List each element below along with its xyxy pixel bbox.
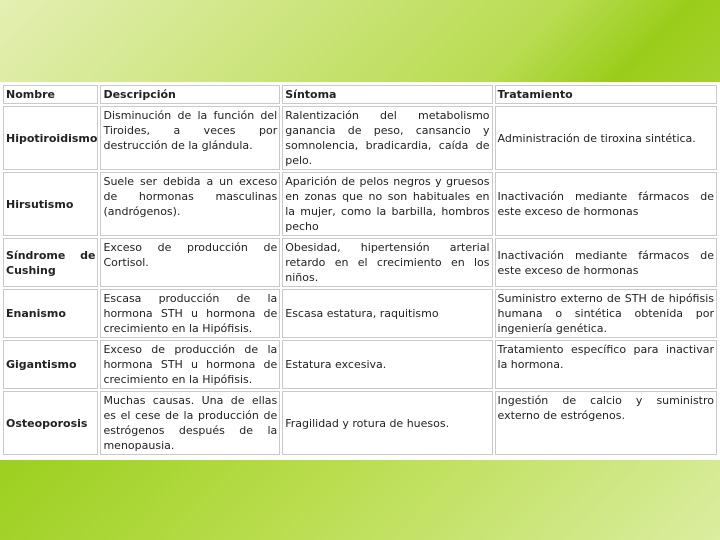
cell-descripcion: Escasa producción de la hormona STH u hormona de crecimiento en la Hipófisis. — [100, 289, 280, 338]
endocrine-disorders-table — [1, 83, 719, 457]
cell-nombre: Osteoporosis — [3, 391, 98, 455]
cell-descripcion: Muchas causas. Una de ellas es el cese de la producción de estrógenos después de la menopausia. — [100, 391, 280, 455]
cell-nombre: Enanismo — [3, 289, 98, 338]
cell-tratamiento: Administración de tiroxina sintética. — [495, 106, 717, 170]
header-descripcion: Descripción — [100, 85, 280, 104]
table-row — [3, 340, 717, 389]
cell-nombre: Hipotiroidismo — [3, 106, 98, 170]
cell-sintoma: Fragilidad y rotura de huesos. — [282, 391, 492, 455]
table-row — [3, 238, 717, 287]
table-row — [3, 391, 717, 455]
table-row — [3, 106, 717, 170]
table-header-row — [3, 85, 717, 104]
cell-sintoma: Estatura excesiva. — [282, 340, 492, 389]
cell-sintoma: Aparición de pelos negros y gruesos en zonas que no son habituales en la mujer, como la barbilla, hombros pecho — [282, 172, 492, 236]
table-row — [3, 172, 717, 236]
cell-descripcion: Disminución de la función del Tiroides, a veces por destrucción de la glándula. — [100, 106, 280, 170]
cell-tratamiento: Suministro externo de STH de hipófisis humana o sintética obtenida por ingeniería genética. — [495, 289, 717, 338]
header-sintoma: Síntoma — [282, 85, 492, 104]
table-row — [3, 289, 717, 338]
cell-tratamiento: Inactivación mediante fármacos de este exceso de hormonas — [495, 172, 717, 236]
cell-nombre: Hirsutismo — [3, 172, 98, 236]
cell-nombre: Gigantismo — [3, 340, 98, 389]
cell-tratamiento: Inactivación mediante fármacos de este exceso de hormonas — [495, 238, 717, 287]
cell-nombre: Síndrome de Cushing — [3, 238, 98, 287]
cell-sintoma: Escasa estatura, raquitismo — [282, 289, 492, 338]
cell-sintoma: Obesidad, hipertensión arterial retardo en el crecimiento en los niños. — [282, 238, 492, 287]
cell-descripcion: Exceso de producción de Cortisol. — [100, 238, 280, 287]
table-container — [0, 82, 720, 460]
cell-descripcion: Suele ser debida a un exceso de hormonas masculinas (andrógenos). — [100, 172, 280, 236]
cell-tratamiento: Tratamiento específico para inactivar la hormona. — [495, 340, 717, 389]
header-nombre: Nombre — [3, 85, 98, 104]
cell-tratamiento: Ingestión de calcio y suministro externo de estrógenos. — [495, 391, 717, 455]
header-tratamiento: Tratamiento — [495, 85, 717, 104]
slide-background-bottom — [0, 460, 720, 540]
cell-descripcion: Exceso de producción de la hormona STH u hormona de crecimiento en la Hipófisis. — [100, 340, 280, 389]
cell-sintoma: Ralentización del metabolismo ganancia de peso, cansancio y somnolencia, bradicardia, caída de pelo. — [282, 106, 492, 170]
